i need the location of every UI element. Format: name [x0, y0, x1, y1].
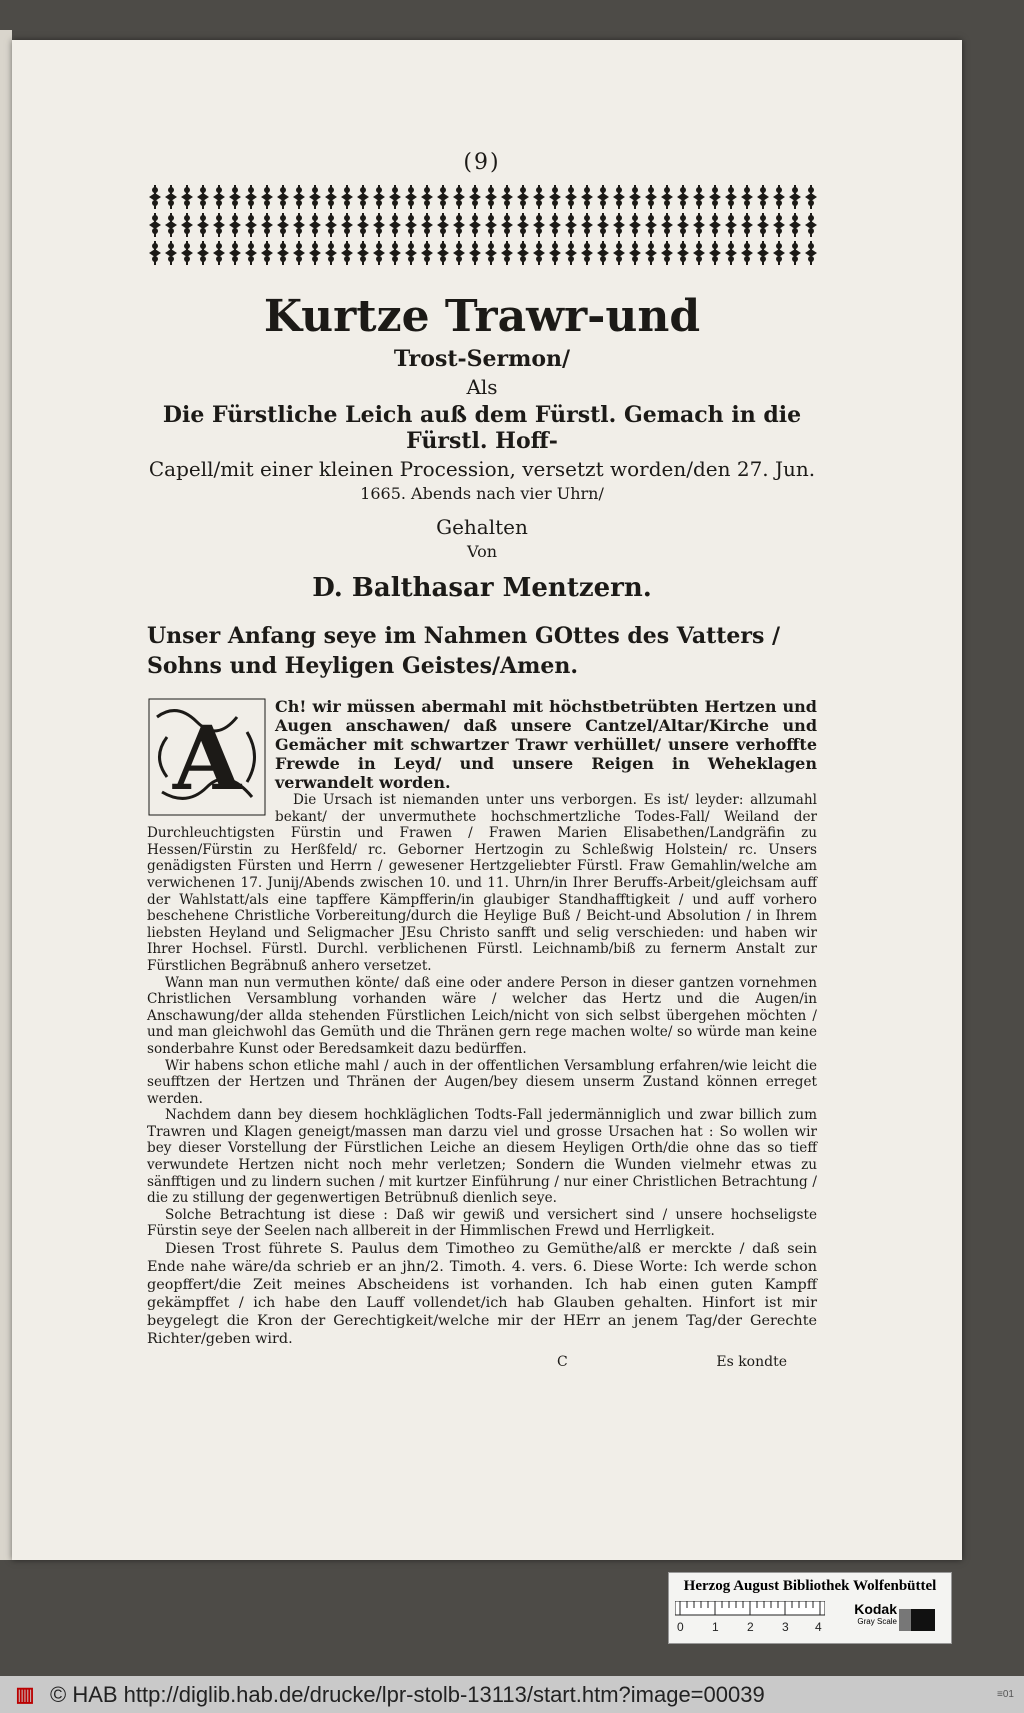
ruler-4: 4	[815, 1620, 822, 1634]
als-line: Als	[466, 375, 498, 399]
gehalten-line: Gehalten	[436, 515, 528, 539]
page-content	[147, 150, 817, 1370]
footer-tag: ≡01	[997, 1689, 1014, 1700]
sermon-title: Kurtze Trawr-und	[263, 291, 701, 342]
von-line: Von	[466, 542, 498, 561]
occasion-line-1: Die Fürstliche Leich auß dem Fürstl. Gemach in die Fürstl. Hoff-	[162, 402, 802, 454]
gray-scale-text: Gray Scale	[857, 1617, 897, 1626]
occasion-line-2: Capell/mit einer kleinen Procession, versetzt worden/den 27. Jun.	[148, 457, 816, 481]
library-color-label	[668, 1572, 952, 1644]
scanned-page	[12, 40, 962, 1560]
dropcap-letter: A	[172, 706, 242, 810]
page-edge	[0, 30, 12, 1560]
sermon-subtitle: Trost-Sermon/	[393, 346, 571, 372]
invocation: Unser Anfang seye im Nahmen GOttes des Vatters / Sohns und Heyligen Geistes/Amen.	[147, 623, 781, 679]
paragraph-2: Die Ursach ist niemanden unter uns verborgen. Es ist/ leyder: allzumahl bekant/ der unvermuthete hochschmertzliche Todes-Fall/ Weiland der Durchleuchtigsten Fürstin und Frawen / Frawen Marien Elisabethen/Landgräfin zu Hessen/Fürstin zu Herßfeld/ rc. Geborner Hertzogin zu Schleßwig Holstein/ rc. Unsers genädigsten Fürsten und Herrn / gewesener Hertzgeliebter Fürstl. Fraw Gemahlin/welche am verwichenen 17. Junij/Abends zwischen 10. und 11. Uhrn/in Ihrer Beruffs-Arbeit/gleichsam auff der Wahlstatt/als eine tapffere Kämpfferin/in glaubiger Standhafftigkeit / und auff vorhero beschehene Christliche Vorbereitung/durch die Heylige Buß / Beicht-und Absolution / in Ihrem liebsten Heyland und Seligmacher JEsu Christo sanfft und selig verschieden: und haben wir Ihrer Hochsel. Fürstl. Durchl. verblichenen Fürstl. Leichnamb/biß zu fernerm Anstalt zur Fürstlichen Begräbnuß anhero versetzet.	[147, 792, 817, 974]
paragraph-3: Wann man nun vermuthen könte/ daß eine oder andere Person in dieser gantzen vornehmen Christlichen Versamblung vorhanden wäre / welcher das Hertz und die Augen/in Anschawung/der allda stehenden Fürstlichen Leich/nicht von sich selbst übergehen möchten / und man gleichwohl das Gemüth und die Thränen gern rege machen wolte/ so würde man keine sonderbahre Kunst oder Beredsamkeit dazu bedürffen.	[147, 974, 817, 1057]
paragraph-7: Diesen Trost führete S. Paulus dem Timotheo zu Gemüthe/alß er merckte / daß sein Ende nahe wäre/da schrieb er an jhn/2. Timoth. 4. vers. 6. Diese Worte: Ich werde schon geopffert/die Zeit meines Abscheidens ist vorhanden. Ich hab einen guten Kampff gekämpffet / ich habe den Lauff vollendet/ich hab Glauben gehalten. Hinfort ist mir beygelegt die Kron der Gerechtigkeit/welche mir der HErr an jenem Tag/der Gerechte Richter/geben wird.	[147, 1241, 817, 1348]
scale-ruler	[675, 1601, 825, 1639]
ruler-3: 3	[782, 1620, 789, 1634]
footer-bar	[0, 1676, 1024, 1713]
paragraph-1: Ch! wir müssen abermahl mit höchstbetrübten Hertzen und Augen anschawen/ daß unsere Cantzel/Altar/Kirche und Gemächer mit schwartzer Trawr verhüllet/ unsere verhoffte Frewde in Leyd/ und unsere Reigen in Weheklagen verwandelt worden.	[275, 697, 817, 792]
decorated-initial	[147, 697, 267, 817]
author-name: D. Balthasar Mentzern.	[312, 573, 652, 603]
page-foot	[147, 1354, 817, 1370]
hab-logo-icon: ▥	[15, 1684, 35, 1706]
paragraph-5: Nachdem dann bey diesem hochkläglichen Todts-Fall jedermänniglich und zwar billich zum Trawren und Klagen geneigt/massen man darzu viel und grosse Ursachen hat : So wollen wir bey dieser Vorstellung der Fürstlichen Leiche an diesem Heyligen Orth/die ohne das so tieff verwundete Hertzen nicht noch mehr verletzen; Sondern die Wunden vielmehr etwas zu sänfftigen und zu lindern suchen / mit kurtzer Einführung / nur einer Christlichen Betrachtung / die zu stillung der gegenwertigen Betrübnuß dienlich seye.	[147, 1107, 817, 1207]
sermon-body	[147, 697, 817, 1348]
page-number: (9)	[463, 150, 501, 175]
signature-mark: C	[557, 1354, 568, 1371]
copyright-url[interactable]: © HAB http://diglib.hab.de/drucke/lpr-stolb-13113/start.htm?image=00039	[50, 1681, 765, 1707]
ornament-band	[147, 183, 817, 267]
paragraph-4: Wir habens schon etliche mahl / auch in der offentlichen Versamblung erfahren/wie leicht die seufftzen der Hertzen und Thränen der Augen/bey diesem unserm Zustand können erreget werden.	[147, 1057, 817, 1107]
institution-name: Herzog August Bibliothek Wolfenbüttel	[683, 1578, 937, 1594]
ruler-0: 0	[677, 1620, 684, 1634]
ruler-1: 1	[712, 1620, 719, 1634]
catchword: Es kondte	[716, 1354, 787, 1371]
paragraph-6: Solche Betrachtung ist diese : Daß wir gewiß und versichert sind / unsere hochseligste Fürstin seye der Seelen nach allbereit in der Himmlischen Frewd und Herrligkeit.	[147, 1206, 817, 1240]
gray-swatch	[911, 1609, 935, 1631]
kodak-brand: Kodak	[854, 1601, 897, 1617]
occasion-line-3: 1665. Abends nach vier Uhrn/	[360, 484, 604, 503]
ruler-2: 2	[747, 1620, 754, 1634]
